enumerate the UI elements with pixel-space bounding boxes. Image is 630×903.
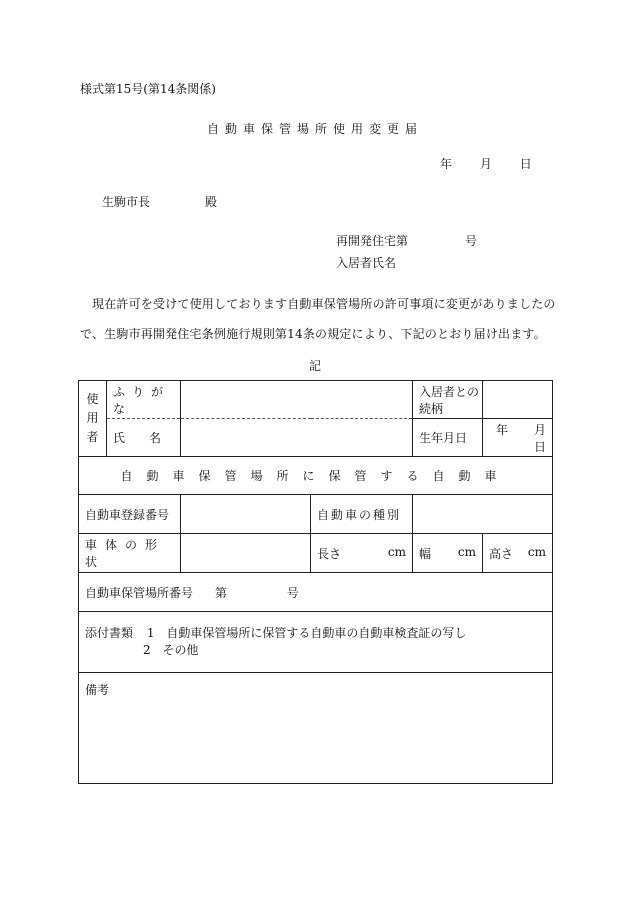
attachment-2-number: 2 [143, 643, 151, 657]
attachments-cell [79, 612, 553, 673]
car-type-input[interactable] [413, 495, 553, 534]
resident-name-label: 入居者氏名 [336, 256, 397, 270]
birth-day-label: 日 [533, 439, 546, 454]
date-line [440, 155, 532, 172]
user-label-char-2: 用 [86, 411, 99, 425]
birth-month-label: 月 [533, 422, 546, 437]
lot-number-row [79, 573, 553, 612]
body-shape-row [79, 534, 553, 573]
registration-row [79, 495, 553, 534]
attachment-1-text: 自動車保管場所に保管する自動車の自動車検査証の写し [166, 626, 467, 640]
remarks-label: 備考 [85, 683, 110, 697]
user-label-char-1: 使 [86, 392, 99, 406]
lot-number-label: 自動車保管場所番号 [85, 585, 194, 600]
attachments-label: 添付書類 [85, 626, 134, 640]
addressee: 生駒市長 [102, 195, 151, 209]
lot-number-prefix: 第 [214, 585, 227, 600]
remarks-row [79, 673, 553, 784]
relation-input[interactable] [483, 381, 553, 419]
document-title: 自動車保管場所使用変更届 [206, 122, 423, 136]
birthdate-input[interactable] [483, 419, 553, 457]
width-unit: cm [457, 544, 476, 559]
birth-year-label: 年 [495, 422, 508, 437]
reg-number-label: 自動車登録番号 [79, 495, 181, 534]
section-row [79, 457, 553, 495]
reg-number-input[interactable] [181, 495, 311, 534]
car-type-label: 自動車の種別 [311, 495, 413, 534]
body-shape-label: 車体の形状 [79, 534, 181, 573]
attachment-2-text: その他 [162, 643, 199, 657]
height-cell[interactable] [483, 534, 553, 573]
housing-number-suffix: 号 [465, 234, 478, 248]
honorific: 殿 [205, 195, 218, 209]
date-month-label: 月 [479, 157, 492, 171]
height-label: 高さ [489, 546, 514, 561]
furigana-row [79, 381, 553, 419]
lot-number-cell[interactable] [79, 573, 553, 612]
length-unit: cm [387, 544, 406, 559]
attachment-1-number: 1 [146, 626, 155, 640]
date-day-label: 日 [519, 157, 532, 171]
length-label: 長さ [317, 546, 342, 561]
width-cell[interactable] [413, 534, 483, 573]
remarks-cell[interactable] [79, 673, 553, 784]
name-row [79, 419, 553, 457]
ki-heading: 記 [308, 359, 321, 373]
name-label: 氏 名 [107, 419, 181, 457]
length-cell[interactable] [311, 534, 413, 573]
furigana-input[interactable] [181, 381, 413, 419]
user-label-char-3: 者 [86, 430, 99, 444]
housing-number-label: 再開発住宅第 [336, 234, 409, 248]
birthdate-label: 生年月日 [413, 419, 483, 457]
height-unit: cm [527, 544, 546, 559]
attachments-row [79, 612, 553, 673]
body-text-line-2: で、生駒市再開発住宅条例施行規則第14条の規定により、下記のとおり届け出ます。 [80, 327, 546, 341]
lot-number-suffix: 号 [286, 585, 299, 600]
body-shape-input[interactable] [181, 534, 311, 573]
form-number: 様式第15号(第14条関係) [80, 82, 216, 96]
body-text-line-1: 現在許可を受けて使用しております自動車保管場所の許可事項に変更がありましたの [92, 297, 556, 311]
width-label: 幅 [419, 546, 432, 561]
relation-label: 入居者との続柄 [413, 381, 483, 419]
user-label-cell [79, 381, 107, 457]
name-input[interactable] [181, 419, 413, 457]
date-year-label: 年 [440, 157, 453, 171]
notification-form-table [78, 380, 553, 784]
section-heading: 自動車保管場所に保管する自動車 [79, 457, 553, 495]
furigana-label: ふりがな [107, 381, 181, 419]
